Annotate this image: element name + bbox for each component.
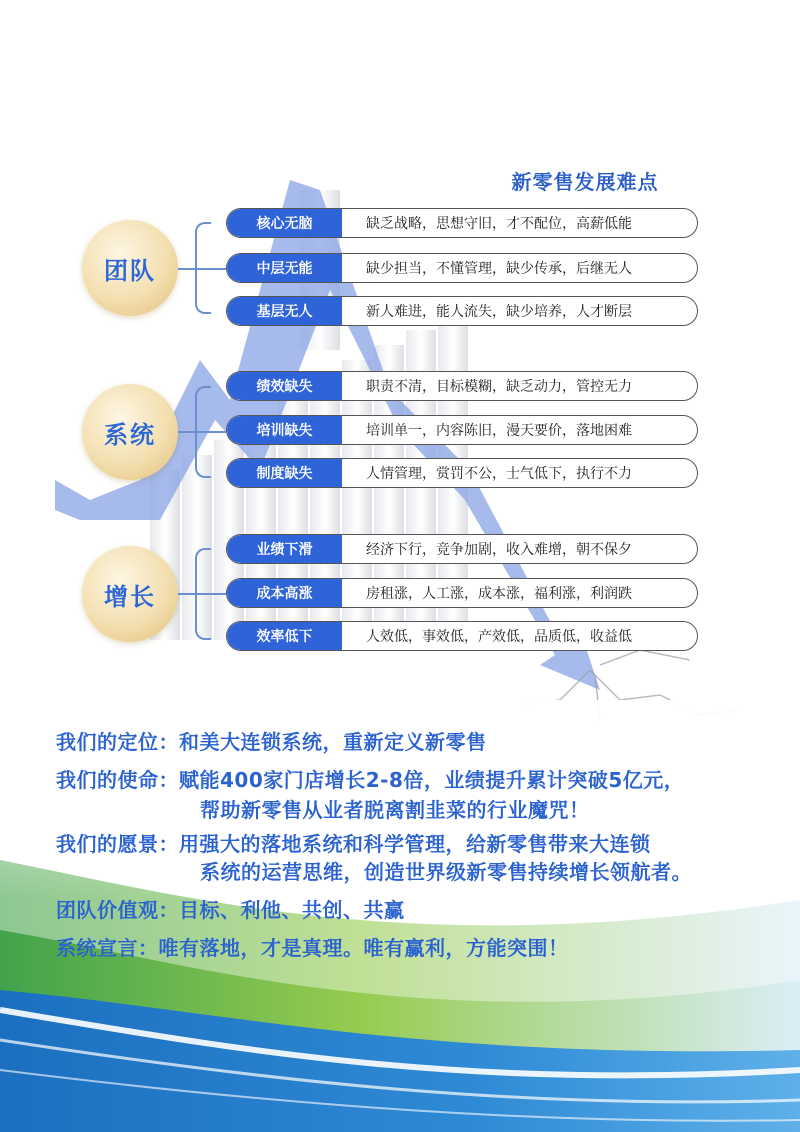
statements-block xyxy=(56,726,776,966)
group-circle-team xyxy=(82,220,178,316)
pain-point-row xyxy=(226,296,698,326)
pain-point-row xyxy=(226,208,698,238)
pain-point-row xyxy=(226,458,698,488)
group-bracket-top xyxy=(195,222,211,270)
group-circle-growth xyxy=(82,546,178,642)
pain-point-row xyxy=(226,415,698,445)
pain-point-tag: 绩效缺失 xyxy=(227,372,342,400)
pain-point-tag: 中层无能 xyxy=(227,254,342,282)
pain-point-desc: 人效低，事效低，产效低，品质低，收益低 xyxy=(366,629,632,645)
pain-point-desc: 经济下行，竞争加剧，收入难增，朝不保夕 xyxy=(366,542,632,558)
pain-point-row xyxy=(226,621,698,651)
group-bracket-top xyxy=(195,548,211,595)
mission-statement-cont: 帮助新零售从业者脱离割韭菜的行业魔咒！ xyxy=(200,798,590,822)
group-label: 团队 xyxy=(104,256,156,285)
pain-point-row xyxy=(226,534,698,564)
group-label: 系统 xyxy=(104,420,156,449)
group-label: 增长 xyxy=(104,582,156,611)
pain-point-desc: 缺乏战略，思想守旧，才不配位，高薪低能 xyxy=(366,216,632,232)
pain-point-tag: 制度缺失 xyxy=(227,459,342,487)
pain-point-desc: 培训单一，内容陈旧，漫天要价，落地困难 xyxy=(366,423,632,439)
group-bracket-bottom xyxy=(195,593,211,640)
pain-point-desc: 职责不清，目标模糊，缺乏动力，管控无力 xyxy=(366,379,632,395)
pain-point-tag: 业绩下滑 xyxy=(227,535,342,563)
pain-point-tag: 基层无人 xyxy=(227,297,342,325)
pain-point-tag: 培训缺失 xyxy=(227,416,342,444)
mission-statement: 我们的使命：赋能400家门店增长2-8倍，业绩提升累计突破5亿元， xyxy=(56,768,685,792)
pain-point-desc: 人情管理，赏罚不公，士气低下，执行不力 xyxy=(366,466,632,482)
group-circle-system xyxy=(82,384,178,480)
vision-statement-cont: 系统的运营思维，创造世界级新零售持续增长领航者。 xyxy=(200,860,692,884)
pain-point-tag: 效率低下 xyxy=(227,622,342,650)
pain-point-row xyxy=(226,253,698,283)
vision-statement: 我们的愿景：用强大的落地系统和科学管理，给新零售带来大连锁 xyxy=(56,832,651,856)
pain-point-desc: 缺少担当，不懂管理，缺少传承，后继无人 xyxy=(366,261,632,277)
group-bracket-bottom xyxy=(195,268,211,314)
system-declaration: 系统宣言：唯有落地，才是真理。唯有赢利，方能突围！ xyxy=(56,936,569,960)
group-bracket-bottom xyxy=(195,431,211,478)
pain-point-row xyxy=(226,371,698,401)
pain-point-row xyxy=(226,578,698,608)
group-bracket-top xyxy=(195,386,211,433)
pain-point-desc: 房租涨，人工涨，成本涨，福利涨，利润跌 xyxy=(366,586,632,602)
pain-point-tag: 成本高涨 xyxy=(227,579,342,607)
chart-title: 新零售发展难点 xyxy=(511,170,659,194)
pain-point-tag: 核心无脑 xyxy=(227,209,342,237)
team-values: 团队价值观：目标、利他、共创、共赢 xyxy=(56,898,405,922)
pain-point-desc: 新人难进，能人流失，缺少培养，人才断层 xyxy=(366,304,632,320)
positioning-statement: 我们的定位：和美大连锁系统，重新定义新零售 xyxy=(56,730,487,754)
